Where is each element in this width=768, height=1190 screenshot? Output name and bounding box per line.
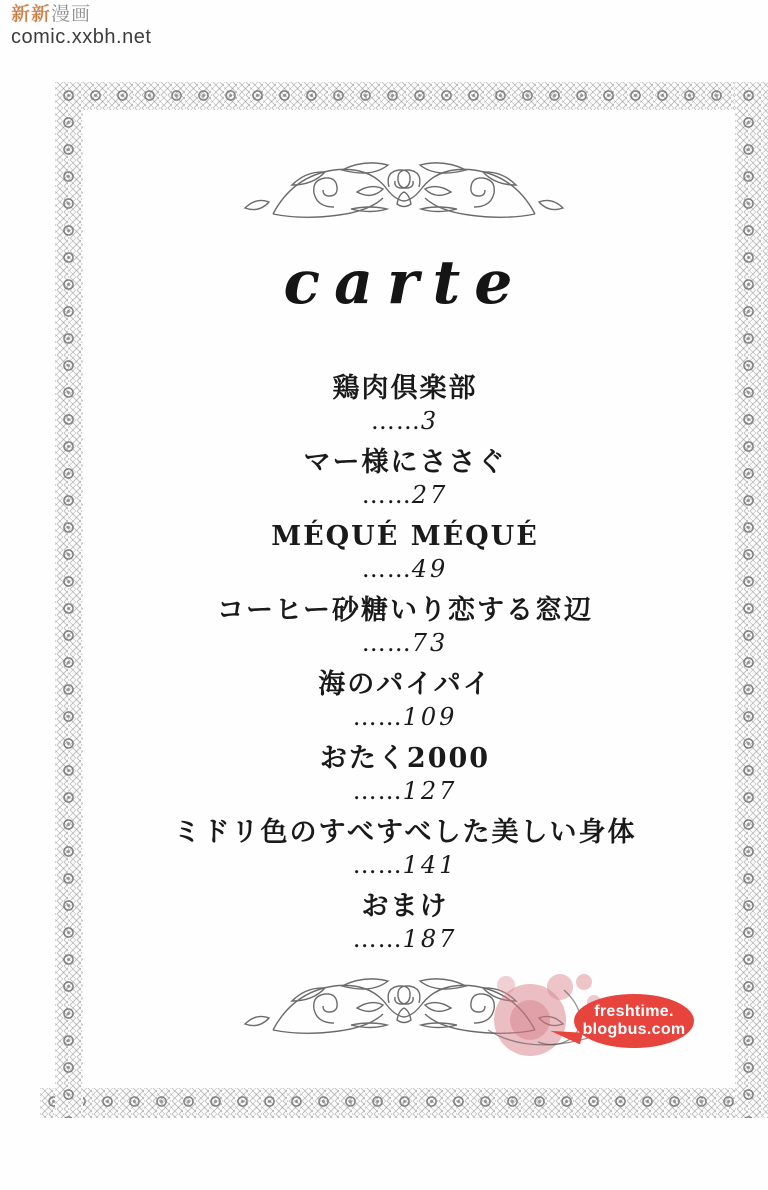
leader-dots: …… [352, 925, 403, 953]
toc-entry-title: 鶏肉倶楽部 [332, 373, 478, 404]
table-of-contents [60, 372, 750, 964]
toc-entry-pageline [60, 924, 750, 954]
toc-entry-title: おまけ [361, 891, 449, 922]
toc-entry-page-number: 141 [402, 851, 458, 879]
toc-entry-title: コーヒー砂糖いり恋する窓辺 [217, 595, 593, 626]
lace-border-top [55, 82, 768, 110]
toc-entry-pageline [60, 702, 750, 732]
toc-entry-pageline [60, 776, 750, 806]
toc-entry-page-number: 187 [402, 925, 458, 953]
toc-entry-page-number: 127 [402, 777, 458, 805]
leader-dots: …… [361, 629, 412, 657]
toc-entry [60, 520, 750, 594]
toc-entry [60, 816, 750, 890]
toc-entry-pageline [60, 480, 750, 510]
toc-entry [60, 372, 750, 446]
toc-entry [60, 890, 750, 964]
toc-entry-pageline [60, 554, 750, 584]
site-watermark [11, 4, 151, 49]
toc-entry-title: MÉQUÉ MÉQUÉ [271, 521, 539, 552]
toc-entry-title: ミドリ色のすべすべした美しい身体 [173, 817, 637, 848]
leader-dots: …… [352, 851, 403, 879]
flourish-ornament-top-icon [239, 156, 569, 228]
toc-entry-page-number: 3 [420, 407, 440, 435]
toc-entry [60, 742, 750, 816]
blog-watermark-line1: freshtime. [594, 1003, 674, 1020]
site-brand-highlight: 新新 [11, 4, 52, 25]
site-brand [11, 4, 151, 26]
site-url-text: comic.xxbh.net [11, 25, 152, 48]
toc-entry-title: マー様にささぐ [303, 447, 507, 478]
toc-entry-page-number: 109 [402, 703, 458, 731]
toc-entry-page-number: 27 [411, 481, 449, 509]
toc-entry-title: 海のパイパイ [318, 669, 492, 700]
toc-entry-page-number: 73 [411, 629, 449, 657]
blog-watermark-bubble [574, 994, 694, 1048]
toc-entry-pageline [60, 850, 750, 880]
toc-entry-page-number: 49 [411, 555, 449, 583]
page-title: carte [283, 248, 527, 318]
toc-entry-title: おたく2000 [319, 743, 491, 774]
toc-entry-pageline [60, 406, 750, 436]
lace-border-bottom [40, 1088, 768, 1118]
site-brand-rest: 漫画 [51, 4, 92, 25]
toc-entry [60, 594, 750, 668]
blog-watermark-line2: blogbus.com [582, 1021, 686, 1038]
leader-dots: …… [352, 777, 403, 805]
toc-entry [60, 668, 750, 742]
toc-entry-pageline [60, 628, 750, 658]
leader-dots: …… [361, 555, 412, 583]
leader-dots: …… [370, 407, 421, 435]
leader-dots: …… [352, 703, 403, 731]
toc-entry [60, 446, 750, 520]
leader-dots: …… [361, 481, 412, 509]
